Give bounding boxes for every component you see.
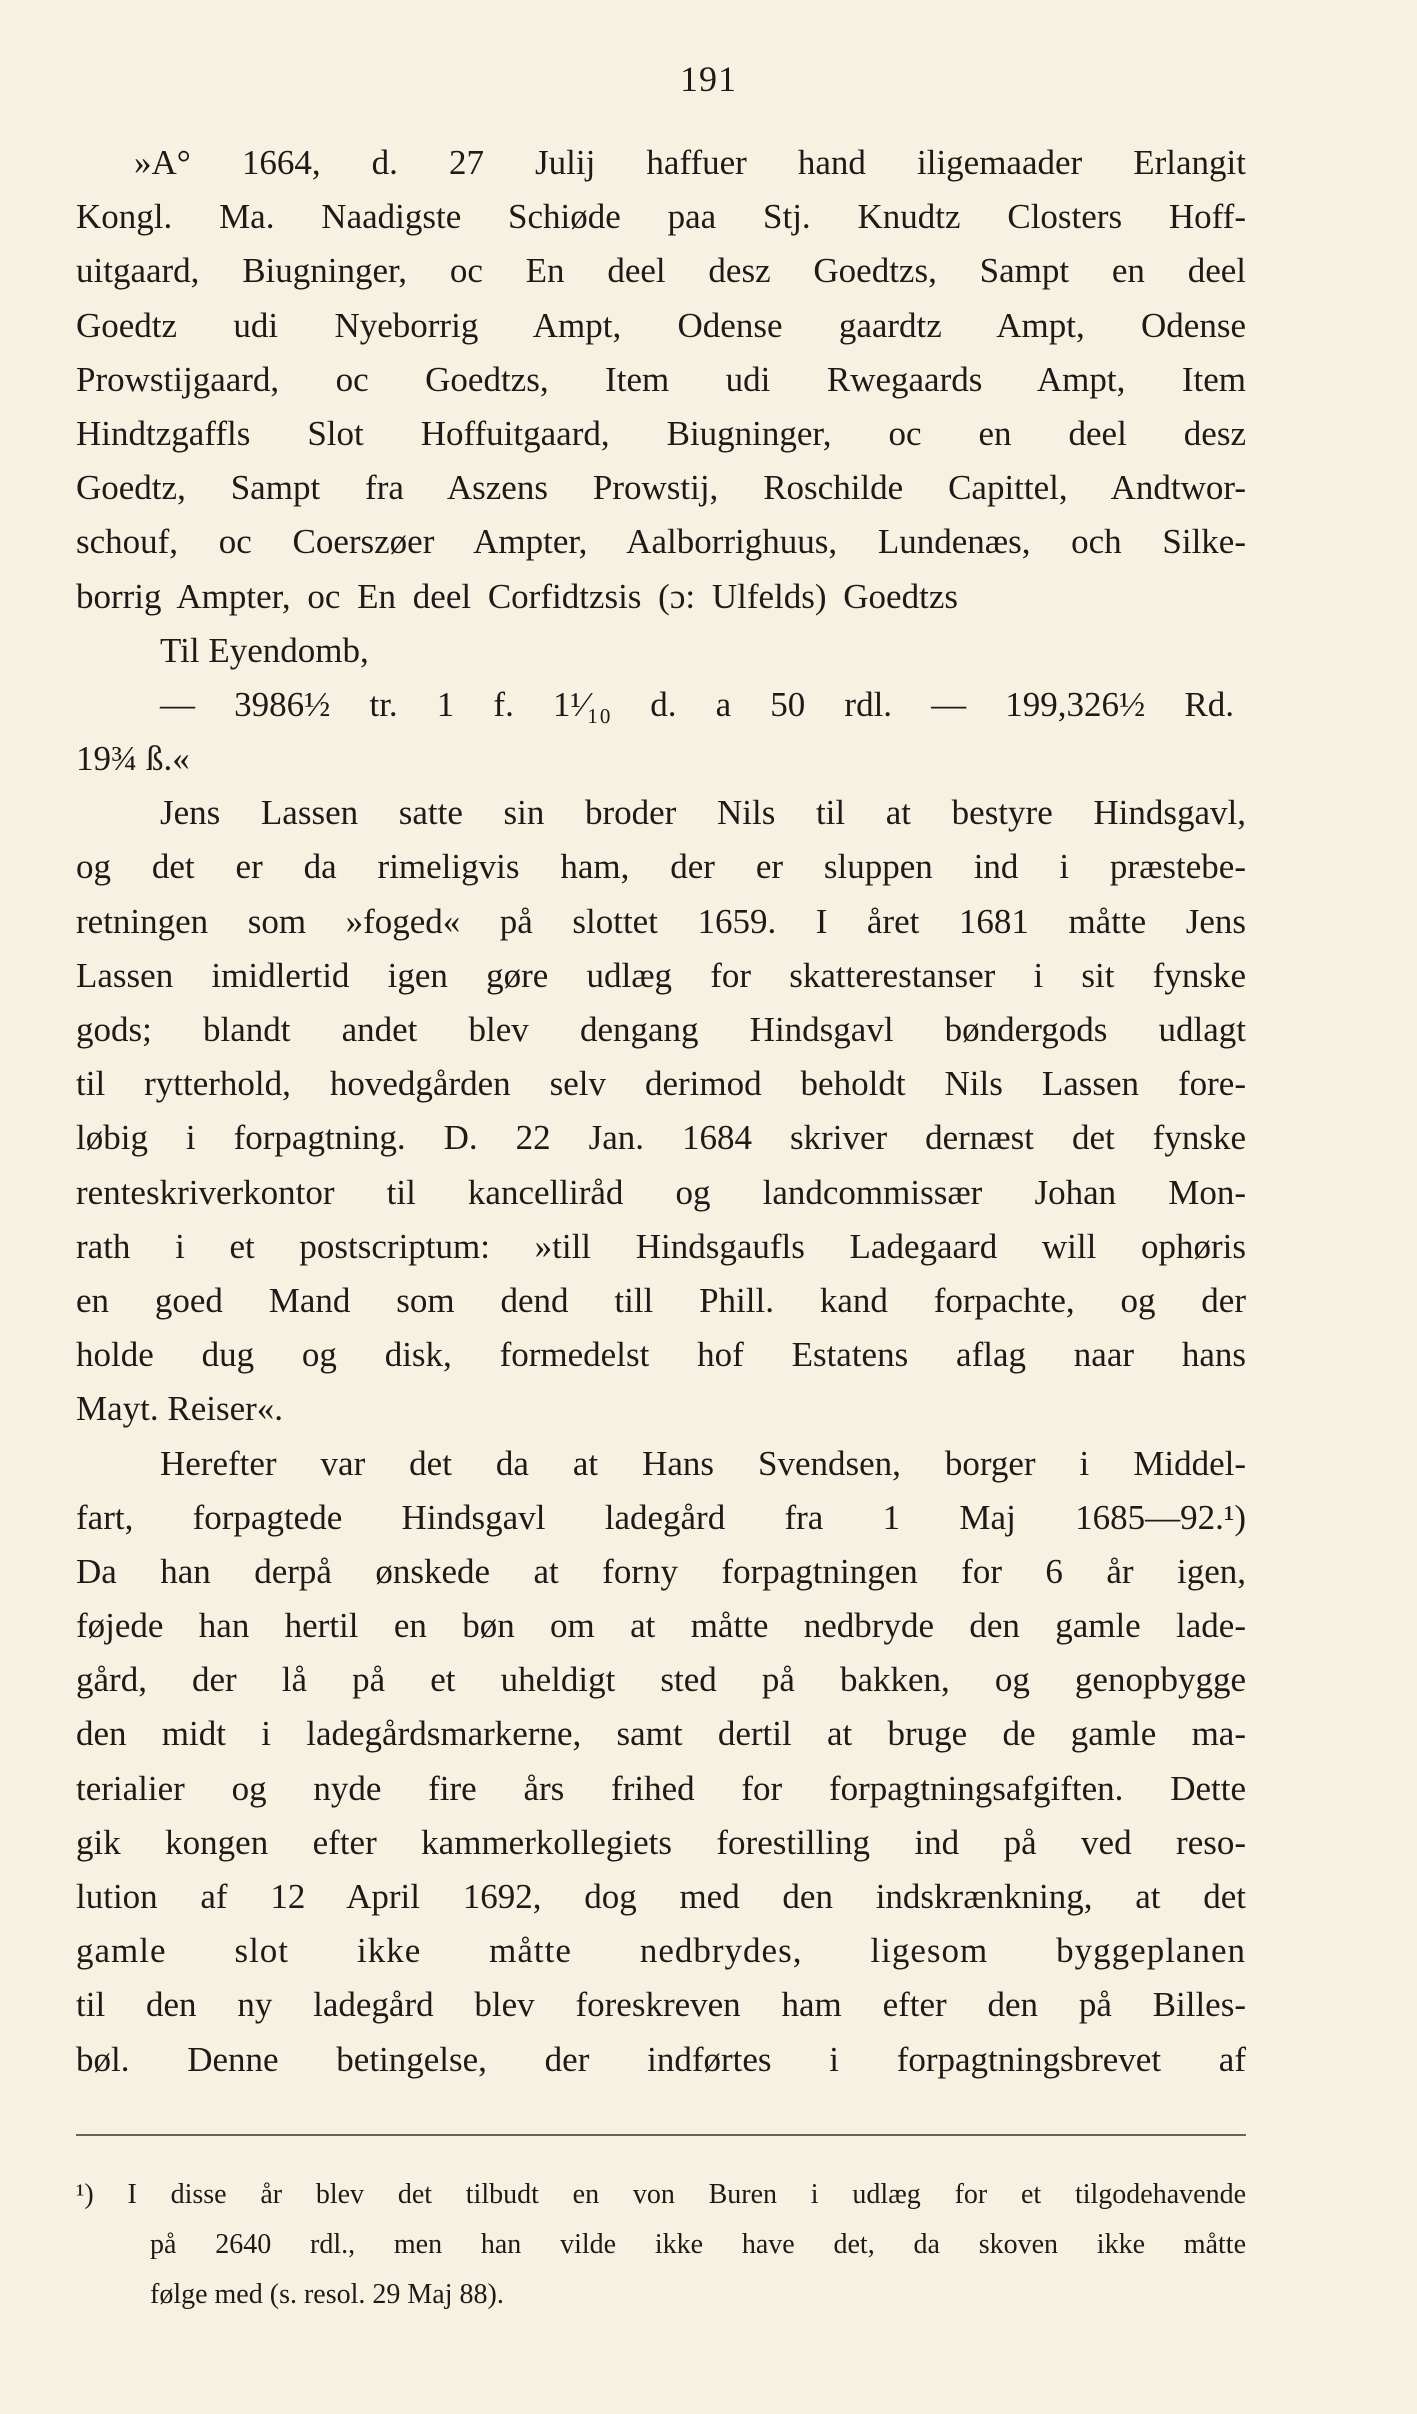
text-line: uitgaard, Biugninger, oc En deel desz Goedtzs, Sampt en deel	[76, 251, 1246, 291]
text-line: Prowstijgaard, oc Goedtzs, Item udi Rwegaards Ampt, Item	[76, 359, 1246, 399]
text-line: terialier og nyde fire års frihed for forpagtningsafgiften. Dette	[76, 1768, 1246, 1808]
text-line: Lassen imidlertid igen gøre udlæg for skatterestanser i sit fynske	[76, 955, 1246, 995]
text-line: en goed Mand som dend till Phill. kand forpachte, og der	[76, 1280, 1246, 1320]
body-text	[76, 136, 1246, 2087]
text-line: Jens Lassen satte sin broder Nils til at bestyre Hindsgavl,	[160, 793, 1246, 833]
sum-line: — 3986½ tr. 1 f. 1¹⁄₁₀ d. a 50 rdl. — 199,326½ Rd.	[160, 684, 1234, 724]
text-line: lution af 12 April 1692, dog med den indskrænkning, at det	[76, 1877, 1246, 1916]
footnotes	[76, 2170, 1246, 2320]
text-line: »A° 1664, d. 27 Julij haffuer hand iligemaader Erlangit	[134, 143, 1246, 182]
text-line: til den ny ladegård blev foreskreven ham efter den på Billes-	[76, 1985, 1246, 2025]
text-line: Mayt. Reiser«.	[76, 1389, 284, 1429]
text-line: den midt i ladegårdsmarkerne, samt dertil at bruge de gamle ma-	[76, 1714, 1246, 1754]
text-line: schouf, oc Coerszøer Ampter, Aalborrighuus, Lundenæs, och Silke-	[76, 522, 1246, 562]
text-line: og det er da rimeligvis ham, der er sluppen ind i præstebe-	[76, 847, 1246, 887]
text-line: Herefter var det da at Hans Svendsen, borger i Middel-	[160, 1443, 1246, 1483]
text-line: borrig Ampter, oc En deel Corfidtzsis (ɔ: Ulfelds) Goedtzs	[76, 576, 958, 616]
text-line: gård, der lå på et uheldigt sted på bakken, og genopbygge	[76, 1660, 1246, 1700]
text-line: Goedtz, Sampt fra Aszens Prowstij, Roschilde Capittel, Andtwor-	[76, 468, 1246, 508]
text-line: gik kongen efter kammerkollegiets forestilling ind på ved reso-	[76, 1822, 1246, 1862]
text-line: renteskriverkontor til kancelliråd og landcommissær Johan Mon-	[76, 1172, 1246, 1212]
text-line: føjede han hertil en bøn om at måtte nedbryde den gamle lade-	[76, 1606, 1246, 1646]
text-line: holde dug og disk, formedelst hof Estatens aflag naar hans	[76, 1335, 1246, 1375]
text-line: gamle slot ikke måtte nedbrydes, ligesom byggeplanen	[76, 1931, 1246, 1971]
text-line: Kongl. Ma. Naadigste Schiøde paa Stj. Knudtz Closters Hoff-	[76, 197, 1246, 237]
footnote-line: på 2640 rdl., men han vilde ikke have det, da skoven ikke måtte	[150, 2229, 1246, 2260]
text-line: gods; blandt andet blev dengang Hindsgavl bøndergods udlagt	[76, 1010, 1246, 1049]
text-line: 19¾ ß.«	[76, 739, 190, 779]
footnote-divider	[76, 2134, 1246, 2136]
text-line: Til Eyendomb,	[160, 630, 369, 670]
text-line: fart, forpagtede Hindsgavl ladegård fra 1 Maj 1685—92.¹)	[76, 1497, 1246, 1537]
footnote-line: følge med (s. resol. 29 Maj 88).	[150, 2279, 504, 2310]
text-line: retningen som »foged« på slottet 1659. I året 1681 måtte Jens	[76, 901, 1246, 941]
page-number: 191	[680, 59, 737, 99]
text-line: Hindtzgaffls Slot Hoffuitgaard, Biugninger, oc en deel desz	[76, 413, 1246, 453]
text-line: bøl. Denne betingelse, der indførtes i forpagtningsbrevet af	[76, 2039, 1246, 2079]
text-line: løbig i forpagtning. D. 22 Jan. 1684 skriver dernæst det fynske	[76, 1118, 1246, 1158]
text-line: Da han derpå ønskede at forny forpagtningen for 6 år igen,	[76, 1551, 1246, 1591]
text-line: til rytterhold, hovedgården selv derimod beholdt Nils Lassen fore-	[76, 1064, 1246, 1104]
text-line: rath i et postscriptum: »till Hindsgaufls Ladegaard will ophøris	[76, 1226, 1246, 1266]
text-line: Goedtz udi Nyeborrig Ampt, Odense gaardtz Ampt, Odense	[76, 305, 1246, 345]
footnote-line: ¹) I disse år blev det tilbudt en von Buren i udlæg for et tilgodehavende	[76, 2179, 1246, 2210]
